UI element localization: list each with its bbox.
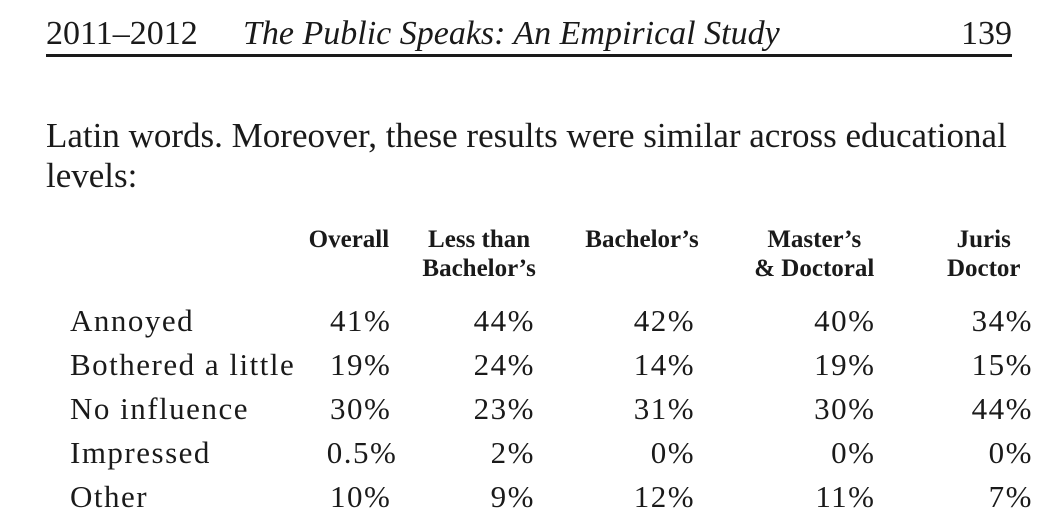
table-cell: 0.5% (326, 435, 398, 470)
table-cell: 41% (329, 303, 392, 338)
column-header-line: Master’s (767, 226, 862, 253)
table-row (70, 431, 1062, 475)
running-head-title: The Public Speaks: An Empirical Study (243, 15, 780, 52)
column-header-line: Bachelor’s (585, 226, 699, 253)
page-number: 139 (961, 15, 1012, 52)
body-paragraph: Latin words. Moreover, these results were similar across educational levels: (46, 116, 1007, 195)
table-cell: 7% (988, 479, 1033, 514)
table-cell: 23% (473, 391, 535, 426)
table-cell: 0% (988, 435, 1033, 470)
table-cell: 15% (971, 347, 1033, 382)
column-header-line: Less than (428, 226, 531, 253)
table-cell: 2% (490, 435, 535, 470)
running-head-years: 2011–2012 (46, 15, 198, 52)
column-header-line: Doctor (946, 255, 1021, 282)
column-header-bachelors (561, 225, 723, 299)
table-cell: 24% (473, 347, 535, 382)
column-header-line: Overall (308, 226, 390, 253)
header-blank (70, 225, 301, 299)
table-cell: 10% (329, 479, 392, 514)
table-cell: 44% (473, 303, 535, 338)
table-cell: 0% (650, 435, 696, 470)
table-header-row (70, 225, 1062, 299)
header-rule (46, 54, 1012, 57)
table-row (70, 299, 1062, 343)
table-cell: 19% (329, 347, 392, 382)
table-row (70, 343, 1062, 387)
table-cell: 0% (831, 435, 876, 470)
table-cell: 19% (814, 347, 876, 382)
table-row (70, 387, 1062, 431)
table-cell: 34% (971, 303, 1033, 338)
table-cell: 30% (814, 391, 876, 426)
table-cell: 31% (633, 391, 696, 426)
table-row (70, 475, 1062, 519)
column-header-line: & Doctoral (754, 255, 875, 282)
table-cell: 40% (814, 303, 876, 338)
column-header-juris-doctor (906, 225, 1062, 299)
row-label: Bothered a little (70, 347, 296, 382)
row-label: No influence (70, 391, 249, 426)
row-label: Annoyed (70, 303, 195, 338)
table-cell: 30% (329, 391, 392, 426)
column-header-line: Juris (956, 226, 1011, 253)
results-table (70, 225, 1062, 519)
row-label: Impressed (70, 435, 211, 470)
running-head (46, 8, 1012, 54)
column-header-less-than-bachelors (397, 225, 561, 299)
column-header-masters-doctoral (723, 225, 905, 299)
table-cell: 14% (633, 347, 696, 382)
table-cell: 44% (971, 391, 1033, 426)
row-label: Other (70, 479, 149, 514)
column-header-line: Bachelor’s (422, 255, 536, 282)
table-cell: 11% (815, 479, 876, 514)
column-header-overall (301, 225, 398, 299)
table-cell: 9% (490, 479, 535, 514)
table-cell: 12% (633, 479, 696, 514)
table-cell: 42% (633, 303, 696, 338)
